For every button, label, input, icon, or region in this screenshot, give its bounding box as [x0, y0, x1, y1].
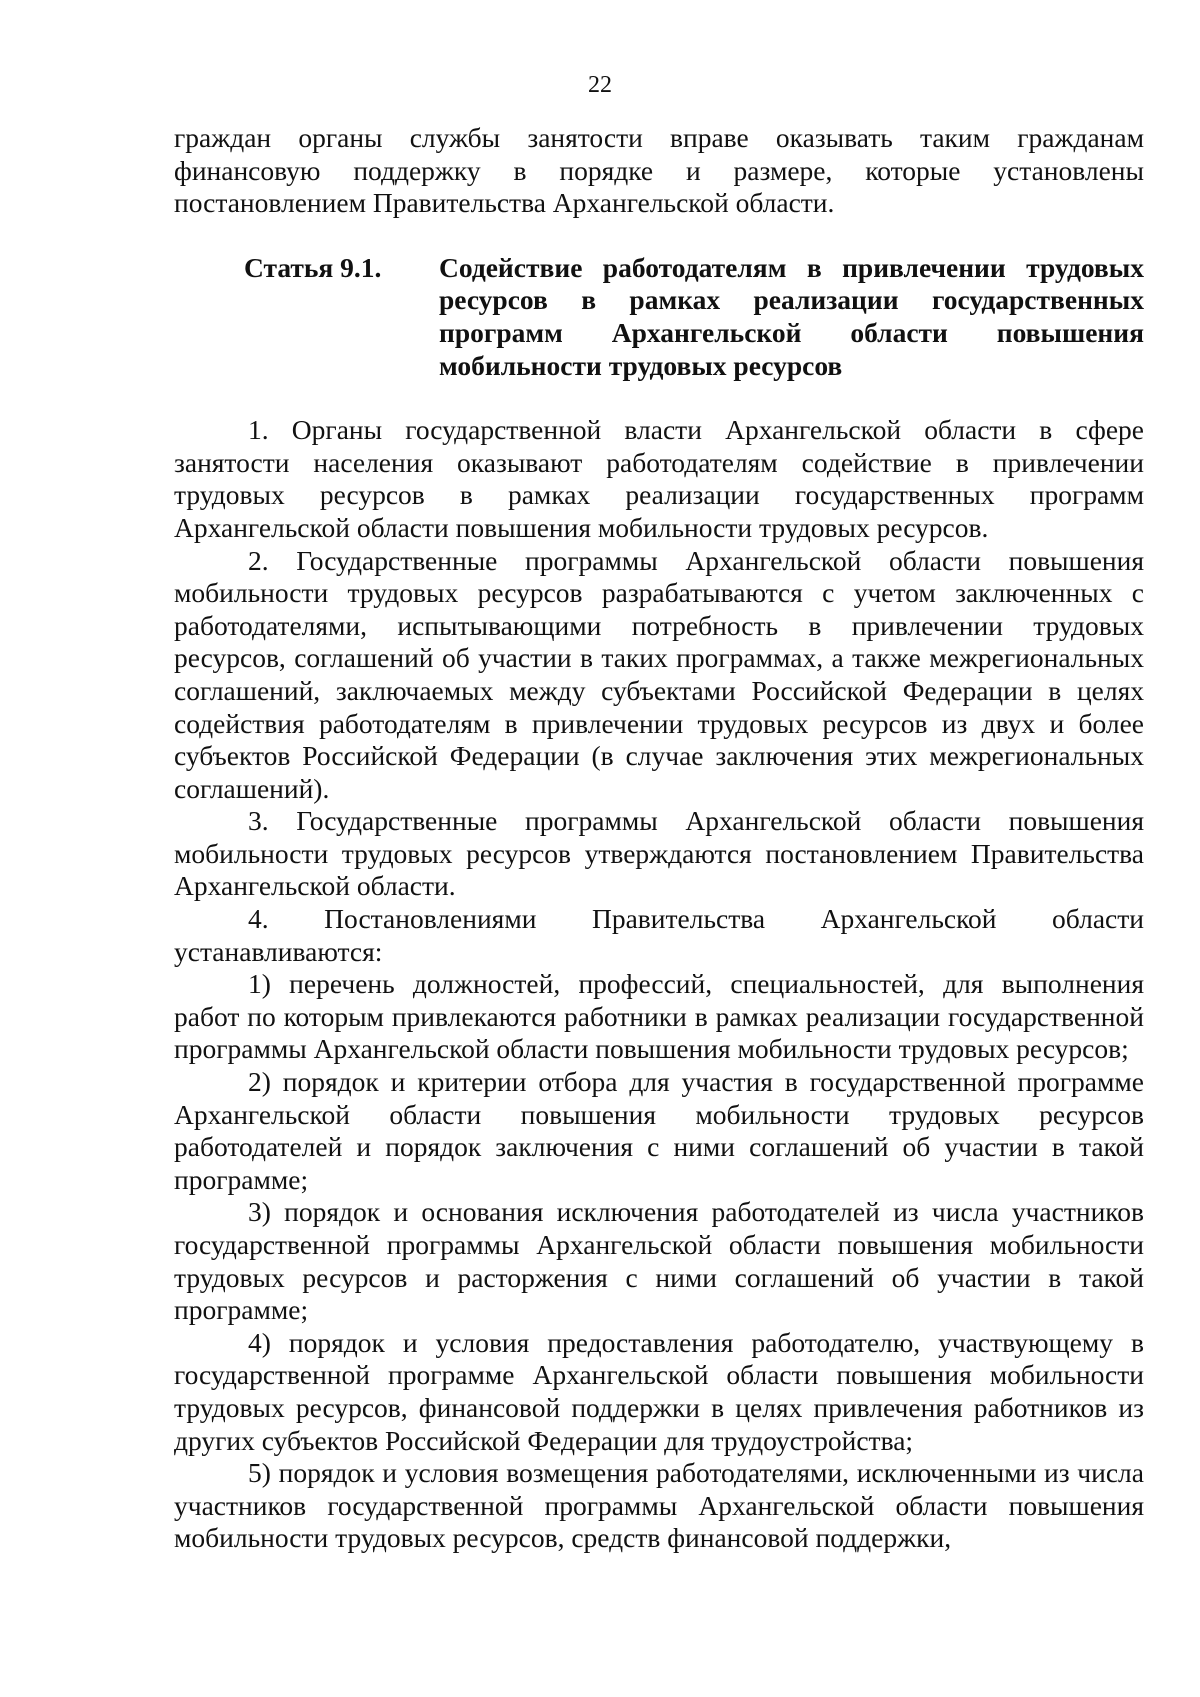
paragraph: 1. Органы государственной власти Архангельской области в сфере занятости населения оказывают работодателям содействие в привлечении трудовых ресурсов в рамках реализации государственных программ Архангельской области повышения мобильности трудовых ресурсов. [174, 414, 1144, 543]
document-body [174, 122, 1144, 1555]
paragraph: 4. Постановлениями Правительства Архангельской области устанавливаются: [174, 903, 1144, 967]
article-number: Статья 9.1. [244, 251, 382, 283]
paragraph: 2. Государственные программы Архангельской области повышения мобильности трудовых ресурсов разрабатываются с учетом заключенных с работодателями, испытывающими потребность в привлечении трудовых ресурсов, соглашений об участии в таких программах, а также межрегиональных соглашений, заключаемых между субъектами Российской Федерации в целях содействия работодателям в привлечении трудовых ресурсов из двух и более субъектов Российской Федерации (в случае заключения этих межрегиональных соглашений). [174, 544, 1144, 804]
page-number: 22 [588, 72, 612, 98]
list-item: 3) порядок и основания исключения работодателей из числа участников государственной программы Архангельской области повышения мобильности трудовых ресурсов и расторжения с ними соглашений об участии в такой программе; [174, 1196, 1144, 1326]
list-item: 1) перечень должностей, профессий, специальностей, для выполнения работ по которым привлекаются работники в рамках реализации государственной программы Архангельской области повышения мобильности трудовых ресурсов; [174, 968, 1144, 1065]
article-title: Содействие работодателям в привлечении трудовых ресурсов в рамках реализации государственных программ Архангельской области повышения мобильности трудовых ресурсов [439, 251, 1144, 381]
article-heading [174, 252, 1144, 382]
intro-paragraph: граждан органы службы занятости вправе оказывать таким гражданам финансовую поддержку в порядке и размере, которые установлены постановлением Правительства Архангельской области. [174, 122, 1144, 219]
list-item: 5) порядок и условия возмещения работодателями, исключенными из числа участников государственной программы Архангельской области повышения мобильности трудовых ресурсов, средств финансовой поддержки, [174, 1457, 1144, 1554]
list-item: 4) порядок и условия предоставления работодателю, участвующему в государственной программе Архангельской области повышения мобильности трудовых ресурсов, финансовой поддержки в целях привлечения работников из других субъектов Российской Федерации для трудоустройства; [174, 1326, 1144, 1456]
list-item: 2) порядок и критерии отбора для участия в государственной программе Архангельской области повышения мобильности трудовых ресурсов работодателей и порядок заключения с ними соглашений об участии в такой программе; [174, 1066, 1144, 1195]
paragraph: 3. Государственные программы Архангельской области повышения мобильности трудовых ресурсов утверждаются постановлением Правительства Архангельской области. [174, 805, 1144, 902]
